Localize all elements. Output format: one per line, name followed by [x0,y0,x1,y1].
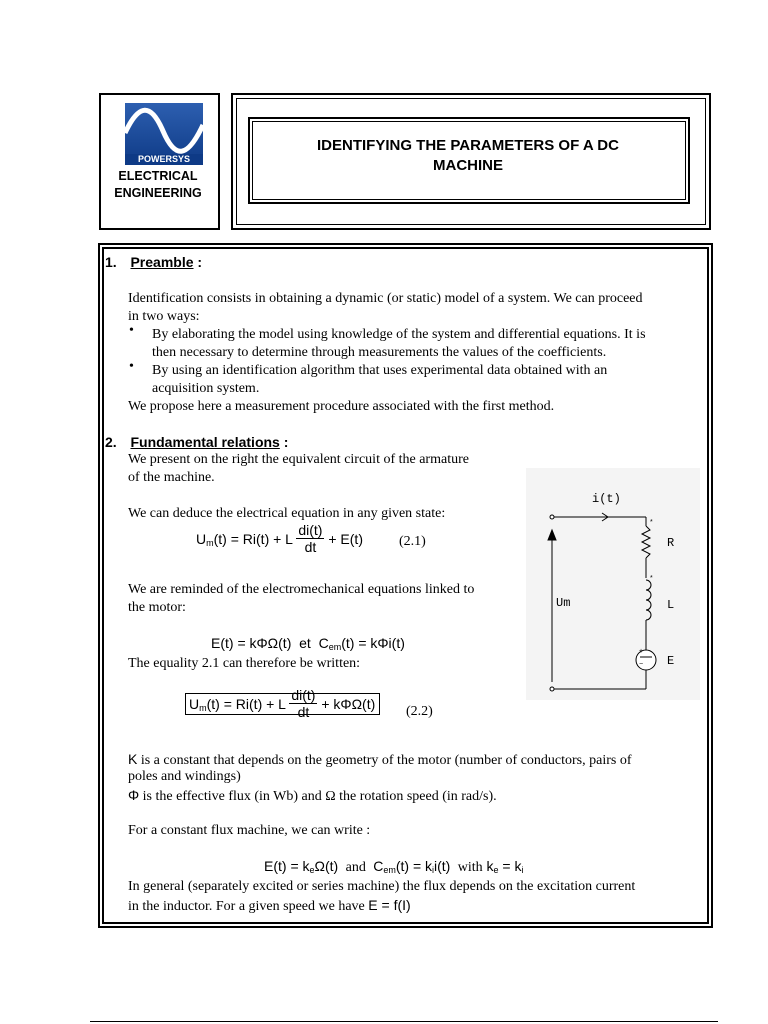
bullet-1-line-1: By elaborating the model using knowledge of the system and differential equations. It is [152,327,646,342]
s2-p3-line-1: We are reminded of the electromechanical equations linked to [128,582,475,597]
title-line-2: MACHINE [433,157,503,174]
s2-p7-line-2-text: in the inductor. For a given speed we have [128,899,369,914]
page-title [250,136,686,176]
department-line-1: ELECTRICAL [118,169,198,183]
s2-p5-line-3-text: is the effective flux (in Wb) and Ω the rotation speed (in rad/s). [139,789,497,804]
s2-p7-line-1: In general (separately excited or series machine) the flux depends on the excitation current [128,879,636,894]
department-line-2: ENGINEERING [114,186,202,200]
s2-p1-line-1: We present on the right the equivalent circuit of the armature [128,452,469,467]
inductor-label: L [667,598,675,612]
bullet-dot-2: • [129,359,134,374]
bullet-2-line-2: acquisition system. [152,381,260,396]
svg-text:+: + [639,648,644,655]
s2-p4: The equality 2.1 can therefore be written: [128,656,361,671]
electromechanical-equations: E(t) = kΦΩ(t) et Cem(t) = kΦi(t) [211,635,405,652]
voltage-label: Um [556,596,571,610]
intro-line-2: in two ways: [128,309,200,324]
bullet-1-line-2: then necessary to determine through measurements the values of the coefficients. [152,345,607,360]
s2-p5-line-1-text: is a constant that depends on the geometry of the motor (number of conductors, pairs of [137,753,632,768]
section-2-number: 2. [105,434,117,450]
equation-2-1: Um(t) = Ri(t) + L $\frac{di(t)}{dt}$ + E(t) [196,522,363,555]
footer-rule [90,1021,718,1022]
section-1-heading [105,253,202,271]
bullet-dot-1: • [129,323,134,338]
section-2-heading [105,433,288,451]
s2-p6: For a constant flux machine, we can write : [128,823,371,838]
powersys-logo [125,103,203,165]
department-label [102,168,214,202]
s2-p3-line-2: the motor: [128,600,186,615]
equation-2-2: Um(t) = Ri(t) + L $\frac{di(t)}{dt}$ + kΦΩ(t) [185,689,380,722]
section-1-closing: We propose here a measurement procedure associated with the first method. [128,399,555,414]
s2-p2: We can deduce the electrical equation in any given state: [128,506,446,521]
equation-2-1-label: (2.1) [399,534,426,549]
symbol-phi: Φ [128,787,140,803]
s2-p7-formula: E = f(I) [368,897,411,913]
symbol-k: K [128,751,138,767]
equation-2-2-label: (2.2) [406,704,433,719]
section-2-colon: : [279,434,289,450]
logo-text: POWERSYS [137,154,190,164]
bullet-2-line-1: By using an identification algorithm that uses experimental data obtained with an [152,363,608,378]
section-1-number: 1. [105,254,117,270]
svg-text:*: * [650,575,653,582]
section-1-title: Preamble [130,254,194,270]
intro-line-1: Identification consists in obtaining a dynamic (or static) model of a system. We can proceed [128,291,643,306]
resistor-label: R [667,536,675,550]
svg-text:*: * [650,519,653,526]
armature-circuit-diagram [526,468,700,700]
section-1-colon: : [193,254,203,270]
svg-text:−: − [639,661,644,668]
constant-flux-equations: E(t) = keΩ(t) and Cem(t) = kii(t) with ke = ki [264,858,524,875]
s2-p1-line-2: of the machine. [128,470,215,485]
s2-p5-line-3 [128,786,497,806]
emf-label: E [667,654,675,668]
s2-p5-line-1 [128,750,632,770]
current-label: i(t) [592,492,621,506]
s2-p5-line-2: poles and windings) [128,769,241,784]
section-2-title: Fundamental relations [130,434,280,450]
title-line-1: IDENTIFYING THE PARAMETERS OF A DC [317,137,619,154]
s2-p7-line-2 [128,896,411,916]
